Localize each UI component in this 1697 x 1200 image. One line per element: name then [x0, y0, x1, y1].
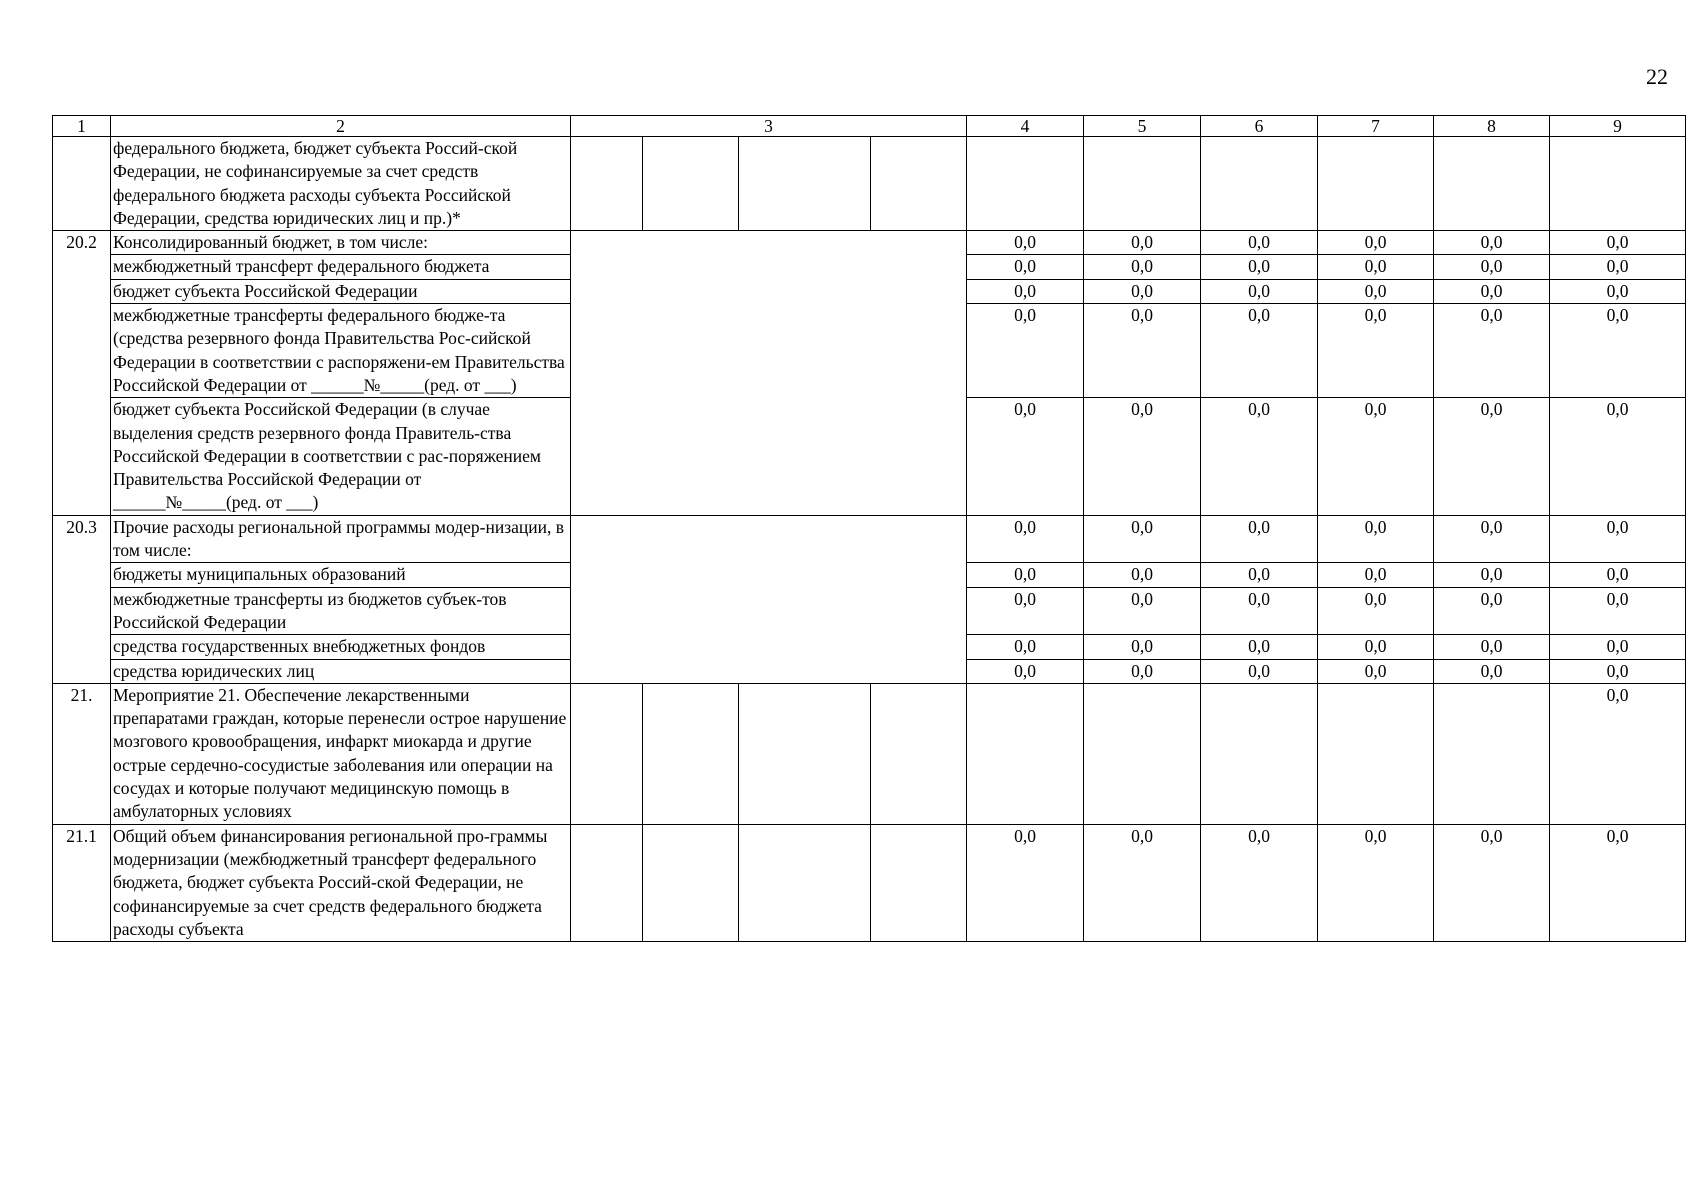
value-cell-6: 0,0	[1201, 279, 1318, 303]
value-cell-9: 0,0	[1550, 255, 1686, 279]
value-cell-7: 0,0	[1318, 231, 1434, 255]
value-cell-9: 0,0	[1550, 635, 1686, 659]
value-cell-6: 0,0	[1201, 635, 1318, 659]
header-cell-2: 2	[111, 116, 571, 137]
value-cell-5: 0,0	[1084, 635, 1201, 659]
col3-cell	[643, 137, 739, 231]
table-row	[53, 231, 1686, 255]
value-cell-7: 0,0	[1318, 587, 1434, 635]
col3-cell	[871, 137, 967, 231]
value-cell-4	[967, 137, 1084, 231]
row-description: Общий объем финансирования региональной про-граммы модернизации (межбюджетный трансферт федерального бюджета, бюджет субъекта Россий-ской Федерации, не софинансируемые за счет средств федерального бюджета расходы субъекта	[111, 824, 571, 941]
row-description: бюджет субъекта Российской Федерации (в случае выделения средств резервного фонда Правитель-ства Российской Федерации в соответствии с рас-поряжением Правительства Российской Федерации от ______№_____(ред. от ___)	[111, 398, 571, 515]
table-row	[53, 824, 1686, 941]
header-cell-4: 4	[967, 116, 1084, 137]
col3-cell	[571, 683, 643, 824]
value-cell-4: 0,0	[967, 398, 1084, 515]
col3-cell	[871, 683, 967, 824]
value-cell-9: 0,0	[1550, 279, 1686, 303]
table-row	[53, 515, 1686, 563]
col3-empty-block	[571, 515, 967, 683]
col3-empty-block	[571, 231, 967, 516]
header-cell-9: 9	[1550, 116, 1686, 137]
value-cell-6: 0,0	[1201, 587, 1318, 635]
row-code: 21.1	[53, 824, 111, 941]
col3-cell	[739, 824, 871, 941]
value-cell-5: 0,0	[1084, 515, 1201, 563]
value-cell-5: 0,0	[1084, 587, 1201, 635]
value-cell-9: 0,0	[1550, 515, 1686, 563]
col3-cell	[871, 824, 967, 941]
value-cell-8	[1434, 137, 1550, 231]
table-row	[53, 683, 1686, 824]
table-row	[53, 137, 1686, 231]
value-cell-6: 0,0	[1201, 563, 1318, 587]
value-cell-7: 0,0	[1318, 515, 1434, 563]
value-cell-6: 0,0	[1201, 515, 1318, 563]
row-code	[53, 137, 111, 231]
header-cell-3: 3	[571, 116, 967, 137]
page-number: 22	[1646, 64, 1668, 89]
value-cell-7: 0,0	[1318, 563, 1434, 587]
value-cell-8: 0,0	[1434, 659, 1550, 683]
value-cell-8: 0,0	[1434, 587, 1550, 635]
value-cell-7: 0,0	[1318, 255, 1434, 279]
value-cell-8: 0,0	[1434, 255, 1550, 279]
value-cell-8: 0,0	[1434, 563, 1550, 587]
value-cell-6: 0,0	[1201, 231, 1318, 255]
value-cell-6	[1201, 137, 1318, 231]
row-description: межбюджетные трансферты федерального бюдже-та (средства резервного фонда Правительства Рос-сийской Федерации в соответствии с распоряжени-ем Правительства Российской Федерации от ______№_____(ред. от ___)	[111, 304, 571, 398]
row-code: 21.	[53, 683, 111, 824]
value-cell-8: 0,0	[1434, 515, 1550, 563]
value-cell-7: 0,0	[1318, 635, 1434, 659]
value-cell-7: 0,0	[1318, 824, 1434, 941]
value-cell-8	[1434, 683, 1550, 824]
value-cell-6: 0,0	[1201, 659, 1318, 683]
value-cell-7: 0,0	[1318, 659, 1434, 683]
value-cell-8: 0,0	[1434, 635, 1550, 659]
header-row	[53, 116, 1686, 137]
row-description: межбюджетные трансферты из бюджетов субъек-тов Российской Федерации	[111, 587, 571, 635]
value-cell-9	[1550, 137, 1686, 231]
value-cell-6: 0,0	[1201, 824, 1318, 941]
row-description: средства государственных внебюджетных фондов	[111, 635, 571, 659]
value-cell-9: 0,0	[1550, 659, 1686, 683]
value-cell-9: 0,0	[1550, 304, 1686, 398]
value-cell-6: 0,0	[1201, 255, 1318, 279]
value-cell-5: 0,0	[1084, 824, 1201, 941]
value-cell-5: 0,0	[1084, 231, 1201, 255]
col3-cell	[643, 824, 739, 941]
value-cell-7: 0,0	[1318, 398, 1434, 515]
value-cell-6: 0,0	[1201, 304, 1318, 398]
header-cell-5: 5	[1084, 116, 1201, 137]
row-description: средства юридических лиц	[111, 659, 571, 683]
value-cell-7	[1318, 137, 1434, 231]
value-cell-9: 0,0	[1550, 231, 1686, 255]
value-cell-7: 0,0	[1318, 279, 1434, 303]
value-cell-5	[1084, 137, 1201, 231]
value-cell-4: 0,0	[967, 279, 1084, 303]
col3-cell	[739, 683, 871, 824]
value-cell-9: 0,0	[1550, 563, 1686, 587]
value-cell-4: 0,0	[967, 563, 1084, 587]
header-cell-1: 1	[53, 116, 111, 137]
header-cell-8: 8	[1434, 116, 1550, 137]
value-cell-4: 0,0	[967, 824, 1084, 941]
row-code: 20.3	[53, 515, 111, 683]
col3-cell	[571, 137, 643, 231]
value-cell-8: 0,0	[1434, 824, 1550, 941]
value-cell-9: 0,0	[1550, 824, 1686, 941]
row-description: бюджет субъекта Российской Федерации	[111, 279, 571, 303]
row-description: Консолидированный бюджет, в том числе:	[111, 231, 571, 255]
value-cell-8: 0,0	[1434, 279, 1550, 303]
row-description: межбюджетный трансферт федерального бюджета	[111, 255, 571, 279]
header-cell-6: 6	[1201, 116, 1318, 137]
value-cell-6	[1201, 683, 1318, 824]
value-cell-9: 0,0	[1550, 398, 1686, 515]
value-cell-5: 0,0	[1084, 279, 1201, 303]
value-cell-5: 0,0	[1084, 398, 1201, 515]
value-cell-5: 0,0	[1084, 255, 1201, 279]
value-cell-4: 0,0	[967, 255, 1084, 279]
value-cell-4: 0,0	[967, 587, 1084, 635]
value-cell-4	[967, 683, 1084, 824]
value-cell-5: 0,0	[1084, 563, 1201, 587]
value-cell-8: 0,0	[1434, 398, 1550, 515]
row-description: федерального бюджета, бюджет субъекта Россий-ской Федерации, не софинансируемые за счет средств федерального бюджета расходы субъекта Российской Федерации, средства юридических лиц и пр.)*	[111, 137, 571, 231]
col3-cell	[739, 137, 871, 231]
value-cell-4: 0,0	[967, 515, 1084, 563]
value-cell-5	[1084, 683, 1201, 824]
value-cell-4: 0,0	[967, 659, 1084, 683]
header-cell-7: 7	[1318, 116, 1434, 137]
value-cell-5: 0,0	[1084, 304, 1201, 398]
value-cell-4: 0,0	[967, 231, 1084, 255]
row-code: 20.2	[53, 231, 111, 516]
value-cell-8: 0,0	[1434, 231, 1550, 255]
row-description: Прочие расходы региональной программы модер-низации, в том числе:	[111, 515, 571, 563]
value-cell-4: 0,0	[967, 304, 1084, 398]
value-cell-6: 0,0	[1201, 398, 1318, 515]
value-cell-5: 0,0	[1084, 659, 1201, 683]
value-cell-7: 0,0	[1318, 304, 1434, 398]
value-cell-8: 0,0	[1434, 304, 1550, 398]
row-description: бюджеты муниципальных образований	[111, 563, 571, 587]
col3-cell	[571, 824, 643, 941]
budget-table	[52, 115, 1686, 942]
row-description: Мероприятие 21. Обеспечение лекарственными препаратами граждан, которые перенесли острое нарушение мозгового кровообращения, инфаркт миокарда и другие острые сердечно-сосудистые заболевания или операции на сосудах и которые получают медицинскую помощь в амбулаторных условиях	[111, 683, 571, 824]
value-cell-7	[1318, 683, 1434, 824]
col3-cell	[643, 683, 739, 824]
value-cell-9: 0,0	[1550, 587, 1686, 635]
value-cell-4: 0,0	[967, 635, 1084, 659]
value-cell-9: 0,0	[1550, 683, 1686, 824]
